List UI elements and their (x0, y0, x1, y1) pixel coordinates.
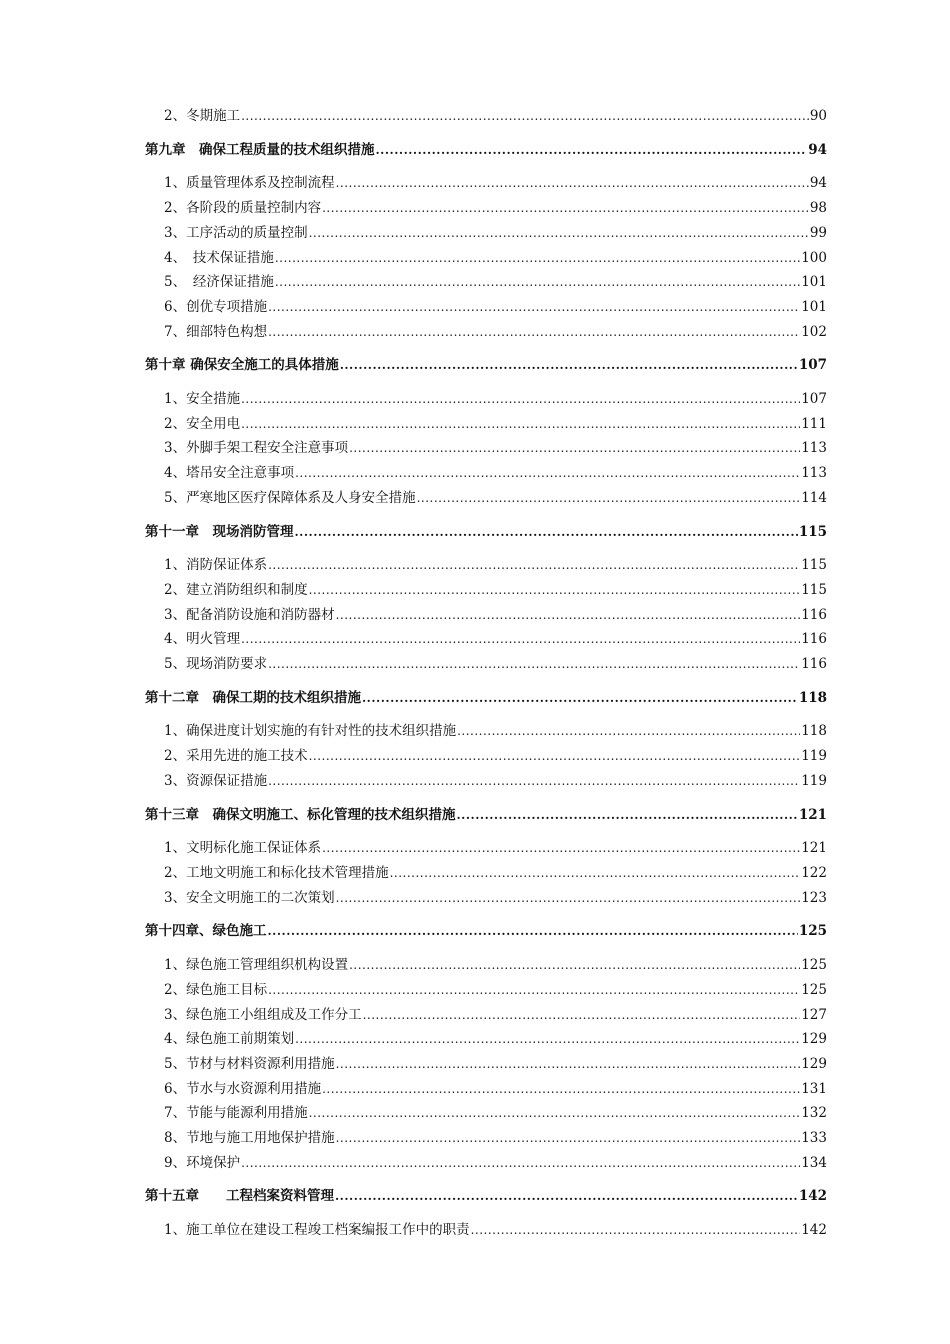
dot-leader (376, 138, 808, 163)
toc-page-number: 125 (801, 981, 827, 998)
dot-leader (417, 486, 801, 511)
toc-page-number: 129 (801, 1055, 827, 1072)
toc-page-number: 119 (801, 772, 827, 789)
toc-page-number: 98 (809, 200, 827, 217)
toc-page-number: 142 (801, 1222, 827, 1239)
toc-section-entry[interactable] (145, 1027, 827, 1052)
toc-entry-label: 4、 技术保证措施 (164, 249, 274, 266)
toc-chapter-entry[interactable] (145, 520, 827, 545)
toc-entry-label: 9、环境保护 (164, 1154, 241, 1171)
toc-entry-label: 第十一章 现场消防管理 (145, 523, 294, 540)
toc-section-entry[interactable] (145, 886, 827, 911)
toc-page-number: 100 (801, 249, 827, 266)
dot-leader (275, 270, 800, 295)
dot-leader (268, 320, 800, 345)
toc-page-number: 115 (801, 557, 827, 574)
dot-leader (295, 1027, 800, 1052)
toc-chapter-entry[interactable] (145, 138, 827, 163)
toc-page-number: 116 (801, 606, 827, 623)
toc-chapter-entry[interactable] (145, 353, 827, 378)
toc-page-number: 113 (801, 465, 827, 482)
toc-entry-label: 8、节地与施工用地保护措施 (164, 1130, 335, 1147)
dot-leader (336, 1126, 801, 1151)
dot-leader (268, 769, 800, 794)
toc-section-entry[interactable] (145, 553, 827, 578)
dot-leader (268, 652, 800, 677)
toc-entry-label: 4、塔吊安全注意事项 (164, 465, 295, 482)
toc-entry-label: 5、现场消防要求 (164, 656, 268, 673)
table-of-contents (145, 104, 827, 1243)
toc-section-entry[interactable] (145, 719, 827, 744)
toc-page-number: 121 (801, 840, 827, 857)
toc-section-entry[interactable] (145, 412, 827, 437)
dot-leader (295, 520, 798, 545)
toc-page-number: 133 (801, 1130, 827, 1147)
dot-leader (336, 886, 801, 911)
toc-entry-label: 6、节水与水资源利用措施 (164, 1080, 322, 1097)
toc-section-entry[interactable] (145, 196, 827, 221)
toc-section-entry[interactable] (145, 652, 827, 677)
toc-entry-label: 第十五章 工程档案资料管理 (145, 1188, 334, 1205)
toc-section-entry[interactable] (145, 246, 827, 271)
toc-chapter-entry[interactable] (145, 686, 827, 711)
toc-page-number: 116 (801, 656, 827, 673)
dot-leader (309, 1101, 801, 1126)
dot-leader (309, 221, 809, 246)
toc-section-entry[interactable] (145, 978, 827, 1003)
toc-entry-label: 1、施工单位在建设工程竣工档案编报工作中的职责 (164, 1222, 470, 1239)
toc-section-entry[interactable] (145, 387, 827, 412)
dot-leader (309, 744, 801, 769)
dot-leader (322, 836, 800, 861)
toc-entry-label: 2、绿色施工目标 (164, 981, 268, 998)
toc-entry-label: 7、细部特色构想 (164, 323, 268, 340)
toc-page-number: 131 (801, 1080, 827, 1097)
toc-section-entry[interactable] (145, 1126, 827, 1151)
toc-page-number: 134 (801, 1154, 827, 1171)
dot-leader (362, 686, 798, 711)
toc-page-number: 118 (798, 689, 827, 706)
toc-page-number: 125 (801, 957, 827, 974)
dot-leader (268, 295, 800, 320)
toc-page-number: 118 (801, 723, 827, 740)
dot-leader (268, 978, 800, 1003)
toc-page-number: 113 (801, 440, 827, 457)
toc-section-entry[interactable] (145, 578, 827, 603)
toc-section-entry[interactable] (145, 436, 827, 461)
toc-page-number: 142 (798, 1188, 827, 1205)
toc-entry-label: 1、文明标化施工保证体系 (164, 840, 322, 857)
toc-page-number: 114 (801, 489, 827, 506)
toc-entry-label: 2、安全用电 (164, 415, 241, 432)
toc-page-number: 129 (801, 1031, 827, 1048)
dot-leader (336, 1052, 801, 1077)
toc-entry-label: 3、绿色施工小组组成及工作分工 (164, 1006, 362, 1023)
toc-page-number: 127 (801, 1006, 827, 1023)
dot-leader (335, 1184, 798, 1209)
dot-leader (241, 104, 809, 129)
toc-section-entry[interactable] (145, 627, 827, 652)
toc-entry-label: 1、消防保证体系 (164, 557, 268, 574)
toc-page-number: 122 (801, 864, 827, 881)
toc-page-number: 94 (809, 175, 827, 192)
toc-section-entry[interactable] (145, 744, 827, 769)
toc-page-number: 115 (798, 523, 827, 540)
toc-section-entry[interactable] (145, 295, 827, 320)
dot-leader (336, 603, 801, 628)
toc-page-number: 107 (801, 391, 827, 408)
toc-section-entry[interactable] (145, 270, 827, 295)
toc-entry-label: 2、采用先进的施工技术 (164, 748, 308, 765)
dot-leader (349, 953, 800, 978)
dot-leader (241, 412, 800, 437)
toc-section-entry[interactable] (145, 486, 827, 511)
dot-leader (471, 1218, 801, 1243)
toc-section-entry[interactable] (145, 461, 827, 486)
toc-entry-label: 第十三章 确保文明施工、标化管理的技术组织措施 (145, 806, 456, 823)
toc-entry-label: 第十章 确保安全施工的具体措施 (145, 357, 339, 374)
dot-leader (295, 461, 800, 486)
toc-page-number: 121 (798, 806, 827, 823)
toc-entry-label: 1、绿色施工管理组织机构设置 (164, 957, 349, 974)
toc-entry-label: 1、安全措施 (164, 391, 241, 408)
toc-section-entry[interactable] (145, 1151, 827, 1176)
toc-page-number: 102 (801, 323, 827, 340)
dot-leader (349, 436, 800, 461)
toc-page-number: 125 (798, 923, 827, 940)
toc-entry-label: 2、冬期施工 (164, 108, 241, 124)
toc-entry-label: 1、质量管理体系及控制流程 (164, 175, 335, 192)
dot-leader (340, 353, 798, 378)
toc-section-entry[interactable] (145, 320, 827, 345)
toc-section-entry[interactable] (145, 171, 827, 196)
toc-entry-label: 2、各阶段的质量控制内容 (164, 200, 322, 217)
toc-section-entry[interactable] (145, 1218, 827, 1243)
toc-page-number: 116 (801, 631, 827, 648)
dot-leader (457, 719, 800, 744)
toc-entry-label: 7、节能与能源利用措施 (164, 1105, 308, 1122)
toc-chapter-entry[interactable] (145, 803, 827, 828)
toc-page-number: 115 (801, 581, 827, 598)
toc-entry-label: 3、资源保证措施 (164, 772, 268, 789)
toc-chapter-entry[interactable] (145, 919, 827, 944)
toc-page-number: 94 (808, 141, 827, 158)
toc-entry-label: 6、创优专项措施 (164, 298, 268, 315)
toc-entry-label: 1、确保进度计划实施的有针对性的技术组织措施 (164, 723, 457, 740)
toc-page-number: 101 (801, 298, 827, 315)
toc-entry-label: 4、绿色施工前期策划 (164, 1031, 295, 1048)
toc-page-number: 101 (801, 274, 827, 291)
toc-entry-label: 第十四章、绿色施工 (145, 923, 267, 940)
dot-leader (309, 578, 801, 603)
toc-section-entry[interactable] (145, 1003, 827, 1028)
dot-leader (336, 171, 809, 196)
toc-section-entry[interactable] (145, 603, 827, 628)
toc-entry-label: 3、配备消防设施和消防器材 (164, 606, 335, 623)
toc-page-number: 107 (798, 357, 827, 374)
toc-section-entry[interactable] (145, 1077, 827, 1102)
toc-page-number: 119 (801, 748, 827, 765)
toc-entry-label: 5、 经济保证措施 (164, 274, 274, 291)
dot-leader (275, 246, 800, 271)
toc-entry-label: 5、节材与材料资源利用措施 (164, 1055, 335, 1072)
toc-chapter-entry[interactable] (145, 1184, 827, 1209)
toc-page-number: 99 (809, 224, 827, 241)
dot-leader (363, 1003, 801, 1028)
toc-entry-label: 4、明火管理 (164, 631, 241, 648)
dot-leader (241, 1151, 800, 1176)
toc-entry-label: 5、严寒地区医疗保障体系及人身安全措施 (164, 489, 416, 506)
toc-page-number: 90 (809, 108, 827, 124)
toc-entry-label: 3、安全文明施工的二次策划 (164, 889, 335, 906)
toc-section-entry[interactable] (145, 953, 827, 978)
toc-section-entry[interactable] (145, 769, 827, 794)
toc-page-number: 123 (801, 889, 827, 906)
toc-section-entry[interactable] (145, 861, 827, 886)
dot-leader (241, 387, 800, 412)
dot-leader (322, 1077, 800, 1102)
toc-section-entry[interactable] (145, 836, 827, 861)
dot-leader (390, 861, 801, 886)
toc-section-entry[interactable] (145, 221, 827, 246)
toc-section-entry[interactable] (145, 1052, 827, 1077)
toc-page-number: 132 (801, 1105, 827, 1122)
toc-section-entry[interactable] (145, 104, 827, 129)
toc-entry-label: 3、外脚手架工程安全注意事项 (164, 440, 349, 457)
dot-leader (457, 803, 798, 828)
dot-leader (268, 553, 800, 578)
toc-entry-label: 2、建立消防组织和制度 (164, 581, 308, 598)
toc-page-number: 111 (801, 415, 827, 432)
dot-leader (322, 196, 809, 221)
toc-entry-label: 第九章 确保工程质量的技术组织措施 (145, 141, 375, 158)
dot-leader (268, 919, 798, 944)
dot-leader (241, 627, 800, 652)
toc-section-entry[interactable] (145, 1101, 827, 1126)
toc-entry-label: 2、工地文明施工和标化技术管理措施 (164, 864, 389, 881)
toc-entry-label: 第十二章 确保工期的技术组织措施 (145, 689, 361, 706)
toc-entry-label: 3、工序活动的质量控制 (164, 224, 308, 241)
